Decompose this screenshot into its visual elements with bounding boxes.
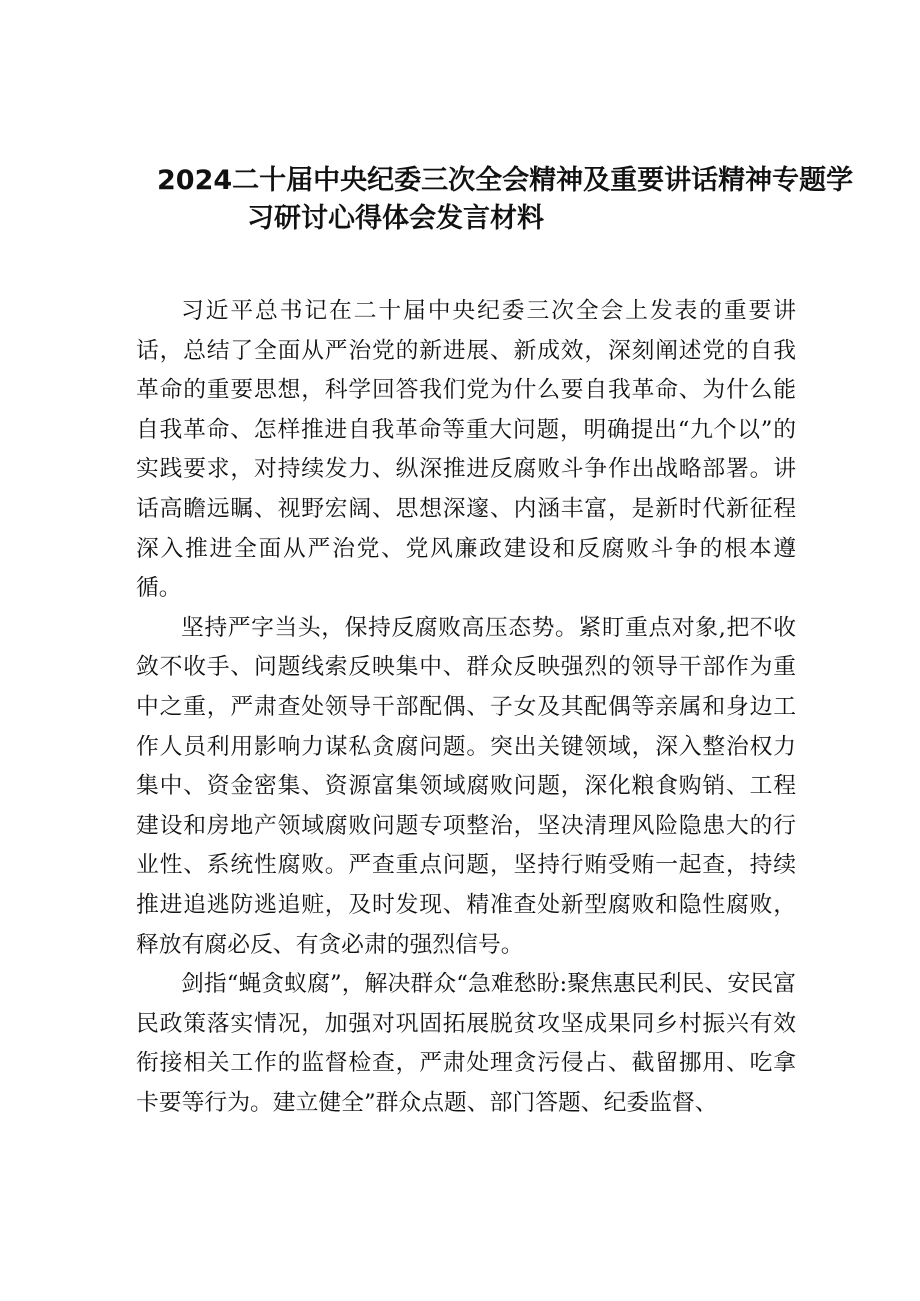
paragraph-3: 剑指“蝇贪蚁腐”，解决群众“急难愁盼:聚焦惠民利民、安民富民政策落实情况，加强对巩固拓展脱贫攻坚成果同乡村振兴有效衔接相关工作的监督检查，严肃处理贪污侵占、截留挪用、吃拿卡要等行为。建立健全”群众点题、部门答题、纪委监督、 bbox=[136, 971, 796, 1116]
paragraph-2: 坚持严字当头，保持反腐败高压态势。紧盯重点对象,把不收敛不收手、问题线索反映集中、群众反映强烈的领导干部作为重中之重，严肃查处领导干部配偶、子女及其配偶等亲属和身边工作人员利用影响力谋私贪腐问题。突出关键领域，深入整治权力集中、资金密集、资源富集领域腐败问题，深化粮食购销、工程建设和房地产领域腐败问题专项整治，坚决清理风险隐患大的行业性、系统性腐败。严查重点问题，坚持行贿受贿一起查，持续推进追逃防逃追赃，及时发现、精准查处新型腐败和隐性腐败，释放有腐必反、有贪必肃的强烈信号。 bbox=[136, 614, 796, 958]
paragraph-1: 习近平总书记在二十届中央纪委三次全会上发表的重要讲话，总结了全面从严治党的新进展、新成效，深刻阐述党的自我革命的重要思想，科学回答我们党为什么要自我革命、为什么能自我革命、怎样推进自我革命等重大问题，明确提出“九个以”的实践要求，对持续发力、纵深推进反腐败斗争作出战略部署。讲话高瞻远瞩、视野宏阔、思想深邃、内涵丰富，是新时代新征程深入推进全面从严治党、党风廉政建设和反腐败斗争的根本遵循。 bbox=[136, 298, 796, 602]
title-line-1: 2024二十届中央纪委三次全会精神及重要讲话精神专题学 bbox=[157, 165, 854, 196]
title-line-2: 习研讨心得体会发言材料 bbox=[247, 203, 544, 234]
document-title bbox=[140, 162, 854, 238]
document-body bbox=[136, 292, 796, 1123]
